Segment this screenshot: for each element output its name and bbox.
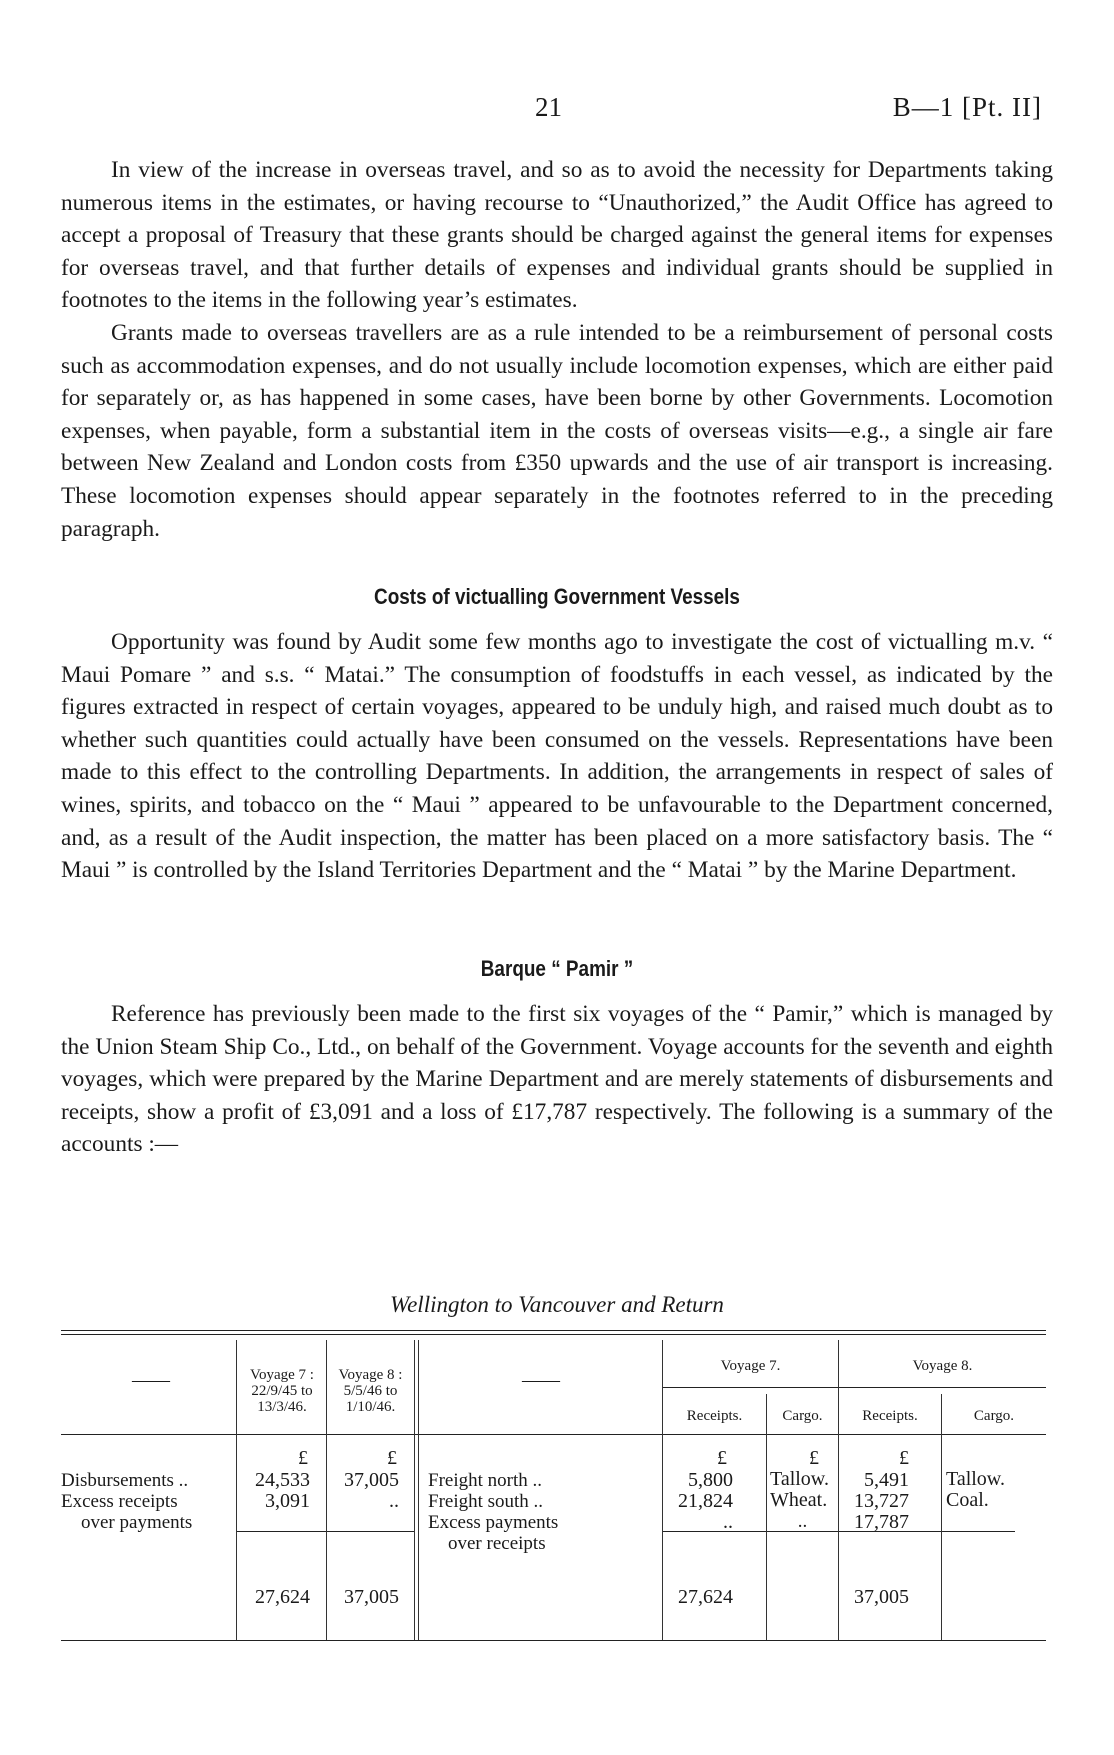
cell-freight-north-receipts7: 5,800	[688, 1469, 733, 1491]
row-label-freight-north: Freight north ..	[428, 1470, 542, 1491]
cell-excess-payments-receipts8: 17,787	[854, 1511, 909, 1533]
row-label-freight-south: Freight south ..	[428, 1491, 544, 1512]
header-dash-left: ——	[132, 1370, 170, 1391]
cell-freight-south-receipts7: 21,824	[678, 1490, 733, 1512]
currency-voyage8: £	[387, 1447, 397, 1469]
header-voyage7-line2: 22/9/45 to	[251, 1383, 313, 1399]
table-top-rule-inner	[61, 1334, 1046, 1335]
cell-excess-receipts-voyage8: ..	[389, 1490, 399, 1512]
cell-disbursements-voyage7: 24,533	[255, 1469, 310, 1491]
paragraph-pamir: Reference has previously been made to the first six voyages of the “ Pamir,” which is managed by the Union Steam Ship Co., Ltd., on behalf of the Government. Voyage accounts for the seventh and eighth voyages, which were prepared by the Marine Department and are merely statements of disbursements and receipts, show a profit of £3,091 and a loss of £17,787 respectively. The following is a summary of the accounts :—	[61, 1001, 1053, 1158]
table-top-rule	[61, 1330, 1046, 1331]
cell-freight-south-cargo8: Coal.	[946, 1489, 989, 1511]
header-voyage8-line3: 1/10/46.	[345, 1399, 396, 1415]
cell-freight-north-cargo7: Tallow.	[770, 1468, 829, 1490]
total-receipts7: 27,624	[678, 1586, 733, 1608]
voyage-accounts-table	[61, 1330, 1046, 1650]
header-voyage7-line3: 13/3/46.	[257, 1399, 307, 1415]
header-group-voyage7: Voyage 7.	[720, 1358, 781, 1374]
row-label-disbursements: Disbursements ..	[61, 1470, 189, 1491]
paragraph-victualling: Opportunity was found by Audit some few months ago to investigate the cost of victualling m.v. “ Maui Pomare ” and s.s. “ Matai.” The consumption of foodstuffs in each vessel, as indicated by the figures extracted in respect of certain voyages, appeared to be unduly high, and raised much doubt as to whether such quantities could actually have been consumed on the vessels. Representations have been made to this effect to the controlling Departments. In addition, the arrangements in respect of sales of wines, spirits, and tobacco on the “ Maui ” appeared to be unfavourable to the Department concerned, and, as a result of the Audit inspection, the matter has been placed on a more satisfactory basis. The “ Maui ” is controlled by the Island Territories Department and the “ Matai ” by the Marine Department.	[61, 629, 1053, 884]
row-label-excess-payments: Excess payments	[428, 1512, 559, 1533]
total-receipts8: 37,005	[854, 1586, 909, 1608]
left-subtotal-rule	[236, 1531, 414, 1532]
cell-freight-north-cargo8: Tallow.	[946, 1468, 1005, 1490]
header-cargo-voyage7: Cargo.	[782, 1408, 823, 1424]
row-label-over-payments: over payments	[81, 1512, 193, 1533]
total-voyage7: 27,624	[255, 1586, 310, 1608]
total-voyage8: 37,005	[344, 1586, 399, 1608]
document-reference: B—1 [Pt. II]	[892, 92, 1042, 122]
header-bottom-rule	[61, 1434, 1046, 1435]
section-heading-pamir: Barque “ Pamir ”	[480, 956, 634, 981]
table-bottom-rule	[61, 1640, 1046, 1641]
currency-voyage7: £	[298, 1447, 308, 1469]
page-number: 21	[535, 92, 562, 122]
header-receipts-voyage8: Receipts.	[862, 1408, 918, 1424]
cell-freight-south-receipts8: 13,727	[854, 1490, 909, 1512]
row-label-over-receipts: over receipts	[448, 1533, 546, 1554]
header-voyage8-line2: 5/5/46 to	[343, 1383, 398, 1399]
cell-freight-south-cargo7: Wheat.	[770, 1489, 828, 1511]
voyage-group-rule	[662, 1387, 1046, 1388]
cell-disbursements-voyage8: 37,005	[344, 1469, 399, 1491]
currency-receipts8: £	[899, 1447, 909, 1469]
table-caption: Wellington to Vancouver and Return	[390, 1292, 724, 1317]
header-voyage8-line1: Voyage 8 :	[338, 1367, 403, 1383]
cell-excess-receipts-voyage7: 3,091	[265, 1490, 310, 1512]
pamir-section	[61, 956, 1053, 1161]
header-dash-right: ——	[522, 1370, 560, 1391]
header-voyage7-line1: Voyage 7 :	[250, 1367, 314, 1383]
header-cargo-voyage8: Cargo.	[973, 1408, 1015, 1424]
row-label-excess-receipts: Excess receipts	[61, 1491, 178, 1512]
victualling-section	[61, 584, 1053, 887]
cell-freight-north-receipts8: 5,491	[864, 1469, 909, 1491]
cell-excess-payments-receipts7: ..	[723, 1511, 733, 1533]
cell-excess-payments-cargo7: ..	[797, 1511, 808, 1532]
header-group-voyage8: Voyage 8.	[912, 1358, 973, 1374]
currency-cargo7: £	[809, 1447, 819, 1469]
paragraph-grants: Grants made to overseas travellers are as a rule intended to be a reimbursement of personal costs such as accommodation expenses, and do not usually include locomotion expenses, which are either paid for separately or, as has happened in some cases, have been borne by other Governments. Locomotion expenses, when payable, form a substantial item in the costs of overseas visits—e.g., a single air fare between New Zealand and London costs from £350 upwards and the use of air transport is increasing. These locomotion expenses should appear separately in the footnotes referred to in the preceding paragraph.	[61, 319, 1053, 542]
paragraph-overseas-travel: In view of the increase in overseas travel, and so as to avoid the necessity for Departments taking numerous items in the estimates, or having recourse to “Unauthorized,” the Audit Office has agreed to accept a proposal of Treasury that these grants should be charged against the general items for expenses for overseas travel, and that further details of expenses and individual grants should be supplied in footnotes to the items in the following year’s estimates.	[61, 157, 1053, 314]
currency-receipts7: £	[717, 1447, 727, 1469]
intro-section	[61, 154, 1053, 545]
section-heading-victualling: Costs of victualling Government Vessels	[374, 584, 740, 609]
header-receipts-voyage7: Receipts.	[686, 1408, 743, 1424]
